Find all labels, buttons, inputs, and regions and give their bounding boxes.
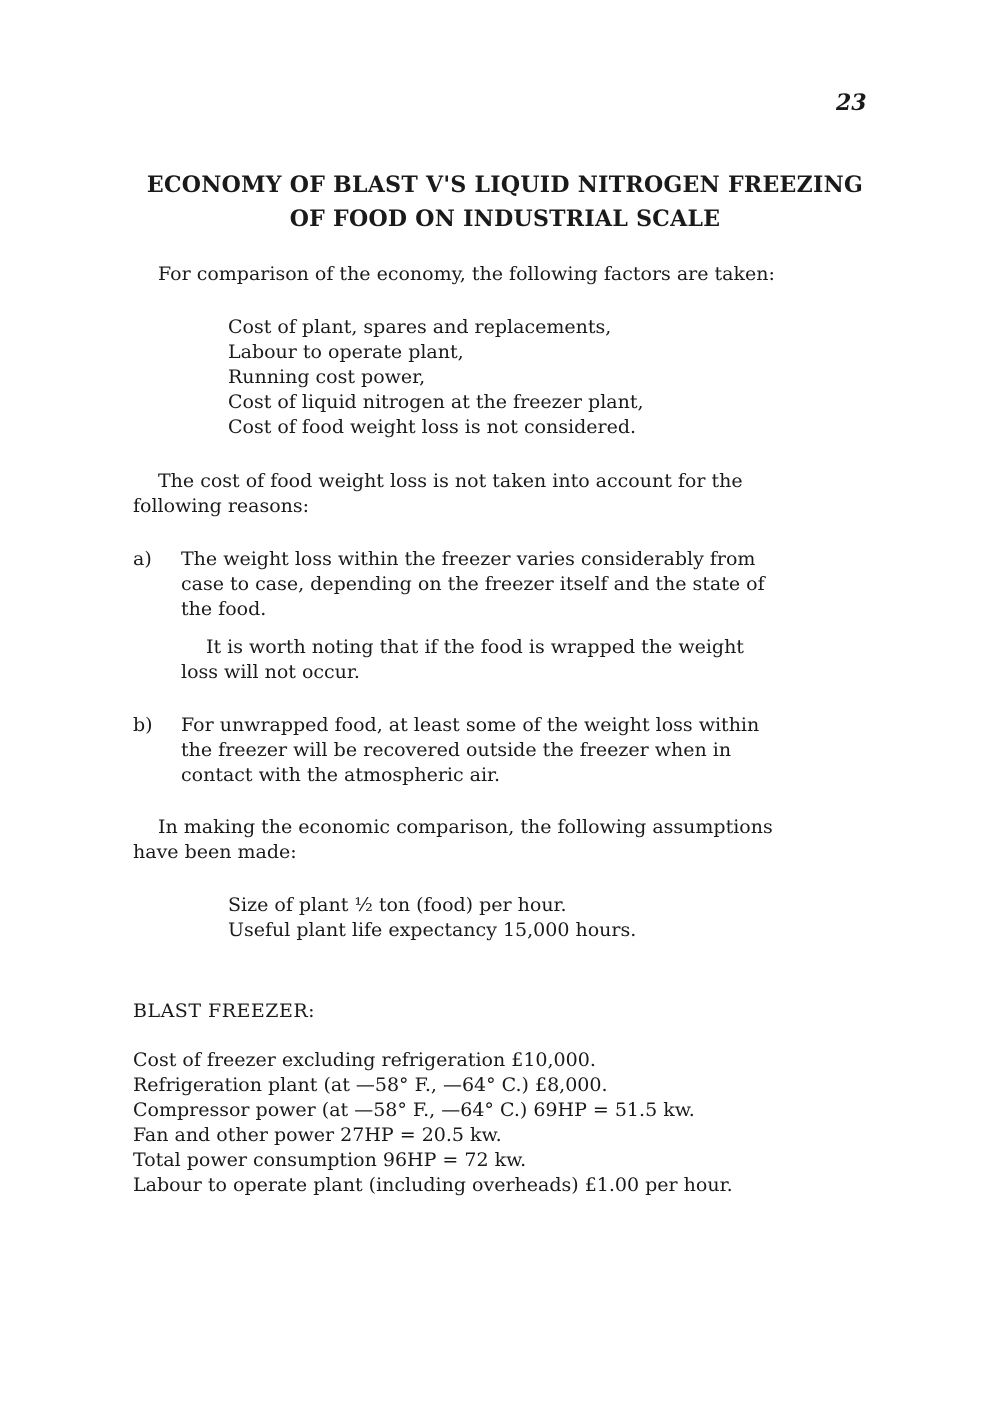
reason-marker: a)	[133, 548, 152, 570]
page-title	[120, 168, 890, 236]
reason-intro-paragraph	[133, 469, 743, 519]
assumption-list	[228, 893, 636, 943]
paragraph-line: The weight loss within the freezer varies considerably from	[181, 548, 756, 570]
reason-marker: b)	[133, 714, 153, 736]
intro-paragraph: For comparison of the economy, the following factors are taken:	[158, 263, 775, 285]
list-item: Labour to operate plant (including overheads) £1.00 per hour.	[133, 1174, 733, 1196]
paragraph-line: For unwrapped food, at least some of the weight loss within	[181, 714, 760, 736]
list-item: Cost of freezer excluding refrigeration £10,000.	[133, 1049, 596, 1071]
list-item: Labour to operate plant,	[228, 341, 464, 363]
list-item: Fan and other power 27HP = 20.5 kw.	[133, 1124, 502, 1146]
list-item: Total power consumption 96HP = 72 kw.	[133, 1149, 527, 1171]
blast-freezer-list	[133, 1048, 733, 1198]
section-heading: BLAST FREEZER:	[133, 1000, 316, 1022]
paragraph-line: The cost of food weight loss is not taken into account for the	[158, 470, 743, 492]
paragraph-line: the freezer will be recovered outside the freezer when in	[181, 739, 732, 761]
factor-list	[228, 315, 644, 440]
paragraph-line: following reasons:	[133, 495, 310, 517]
list-item: Cost of food weight loss is not considered.	[228, 416, 637, 438]
list-item: Refrigeration plant (at —58° F., —64° C.) £8,000.	[133, 1074, 608, 1096]
assumption-intro-paragraph	[133, 815, 773, 865]
reason-body	[181, 713, 759, 788]
paragraph-line: It is worth noting that if the food is wrapped the weight	[206, 636, 744, 658]
list-item: Size of plant ½ ton (food) per hour.	[228, 894, 567, 916]
paragraph-line: contact with the atmospheric air.	[181, 764, 501, 786]
list-item: Cost of plant, spares and replacements,	[228, 316, 612, 338]
title-line-2: OF FOOD ON INDUSTRIAL SCALE	[289, 206, 721, 232]
paragraph-line: loss will not occur.	[181, 661, 360, 683]
list-item: Cost of liquid nitrogen at the freezer plant,	[228, 391, 644, 413]
paragraph-line: case to case, depending on the freezer itself and the state of	[181, 573, 765, 595]
paragraph-line: In making the economic comparison, the following assumptions	[158, 816, 773, 838]
reason-body	[181, 547, 765, 622]
paragraph-line: the food.	[181, 598, 267, 620]
paragraph-line: have been made:	[133, 841, 297, 863]
page-number: 23	[836, 90, 867, 116]
list-item: Running cost power,	[228, 366, 426, 388]
title-line-1: ECONOMY OF BLAST V'S LIQUID NITROGEN FREEZING	[146, 172, 864, 198]
list-item: Compressor power (at —58° F., —64° C.) 69HP = 51.5 kw.	[133, 1099, 695, 1121]
reason-a-note	[181, 635, 744, 685]
list-item: Useful plant life expectancy 15,000 hours.	[228, 919, 637, 941]
